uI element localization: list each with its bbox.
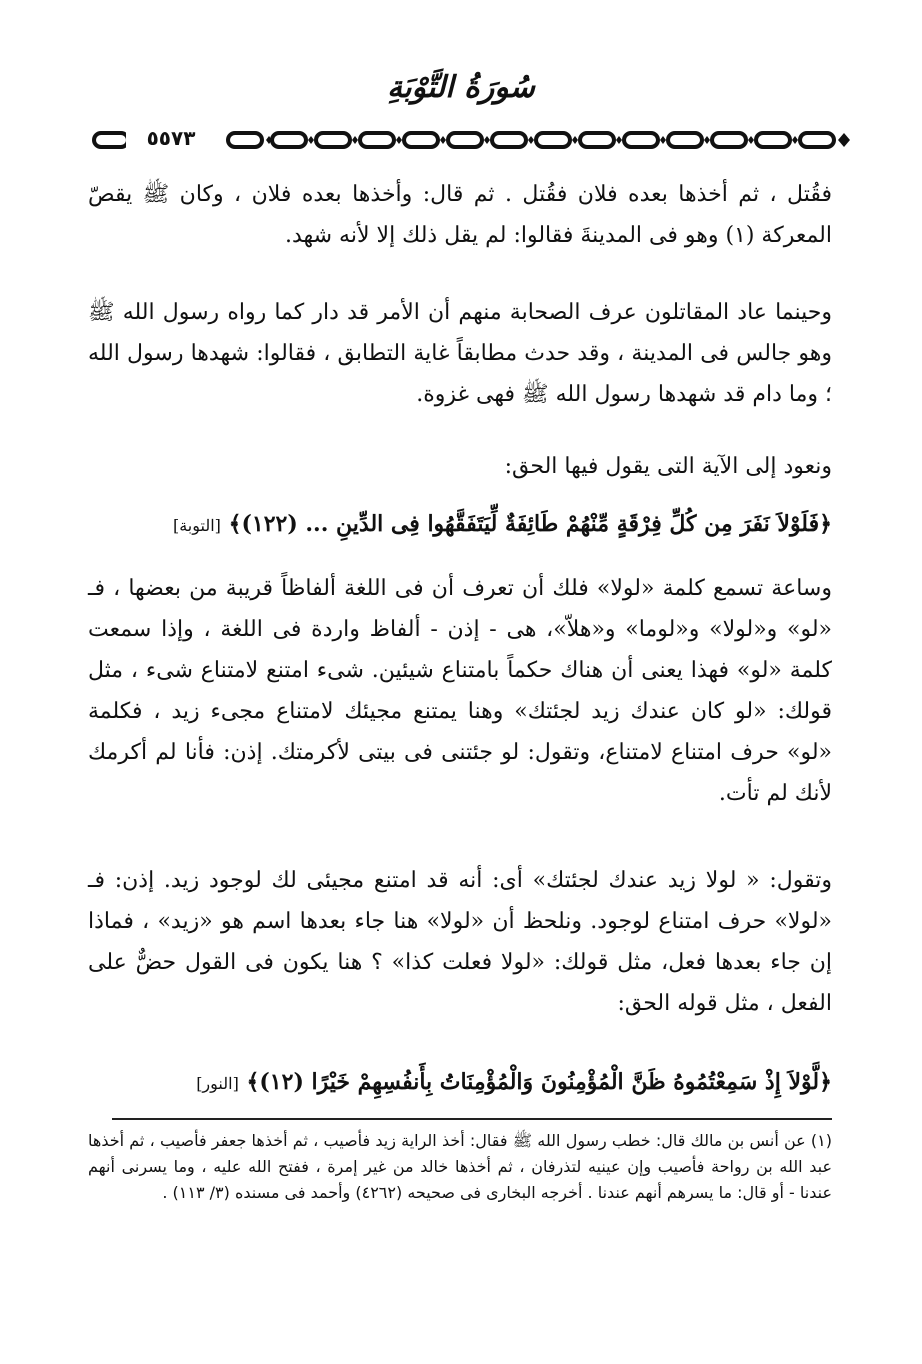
paragraph-5 xyxy=(88,860,832,1024)
paragraph-text: وتقول: « لولا زيد عندك لجئتك» أى: أنه قد امتنع مجيئى لك لوجود زيد. إذن: فـ «لولا» حرف امتناع لوجود. ونلحظ أن «لولا» هنا جاء بعدها اسم هو «زيد» ، فماذا إن جاء بعدها فعل، مثل قولك: «لولا فعلت كذا» ؟ هنا يكون فى القول حضٌّ على الفعل ، مثل قوله الحق: xyxy=(88,868,832,1016)
quran-verse-1 xyxy=(88,504,832,546)
paragraph-text: وحينما عاد المقاتلون عرف الصحابة منهم أن الأمر قد دار كما رواه رسول الله ﷺ وهو جالس فى المدينة ، وقد حدث مطابقاً غاية التطابق ، فقالوا: شهدها رسول الله ؛ وما دام قد شهدها رسول الله ﷺ فهى غزوة. xyxy=(88,300,832,407)
verse-reference: [النور] xyxy=(196,1074,239,1093)
verse-text: ﴿فَلَوْلاَ نَفَرَ مِن كُلِّ فِرْقَةٍ مِّنْهُمْ طَائِفَةٌ لِّيَتَفَقَّهُوا فِى الدِّينِ ... (١٢٢)﴾ xyxy=(228,511,832,537)
paragraph-text: وساعة تسمع كلمة «لولا» فلك أن تعرف أن فى اللغة ألفاظاً قريبة من بعضها ، فـ «لو» و«لولا» و«لوما» و«هلاّ»، هى - إذن - ألفاظ واردة فى اللغة ، وإذا سمعت كلمة «لو» فهذا يعنى أن هناك حكماً بامتناع شيئين. شىء امتنع لامتناع شىء ، مثل قولك: «لو كان عندك زيد لجئتك» وهنا يمتنع مجيئك لامتناع مجىء زيد ، فكلمة «لو» حرف امتناع لامتناع، وتقول: لو جئتنى فى بيتى لأكرمتك. إذن: فأنا لم أكرمك لأنك لم تأت. xyxy=(88,576,832,806)
verse-reference: [التوبة] xyxy=(172,516,221,535)
footnote-text: (١) عن أنس بن مالك قال: خطب رسول الله ﷺ فقال: أخذ الراية زيد فأصيب ، ثم أخذها جعفر فأصيب ، ثم أخذها عبد الله بن رواحة فأصيب وإن عينيه لتذرفان ، ثم أخذها خالد من غير إمرة ، ففتح الله عليه ، وما يسرنى أنهم عندنا - أو قال: ما يسرهم أنهم عندنا . أخرجه البخارى فى صحيحه (٤٢٦٢) وأحمد فى مسنده (٣/ ١١٣) . xyxy=(88,1131,832,1202)
paragraph-2 xyxy=(88,292,832,415)
paragraph-3 xyxy=(88,446,832,487)
footnote xyxy=(88,1128,832,1206)
paragraph-text: ونعود إلى الآية التى يقول فيها الحق: xyxy=(504,454,832,479)
surah-title: سُورَةُ التَّوْبَةِ xyxy=(387,70,535,105)
paragraph-text: فقُتل ، ثم أخذها بعده فلان فقُتل . ثم قال: وأخذها بعده فلان ، وكان ﷺ يقصّ المعركة (١) وهو فى المدينةَ فقالوا: لم يقل ذلك إلا لأنه شهد. xyxy=(88,182,832,248)
paragraph-4 xyxy=(88,568,832,814)
paragraph-1 xyxy=(88,174,832,256)
footnote-separator xyxy=(112,1118,832,1120)
quran-verse-2 xyxy=(88,1062,832,1104)
verse-text: ﴿لَّوْلاَ إِذْ سَمِعْتُمُوهُ ظَنَّ الْمُؤْمِنُونَ وَالْمُؤْمِنَاتُ بِأَنفُسِهِمْ خَيْرًا (١٢)﴾ xyxy=(246,1069,832,1095)
page-number: ٥٥٧٣ xyxy=(126,124,216,152)
